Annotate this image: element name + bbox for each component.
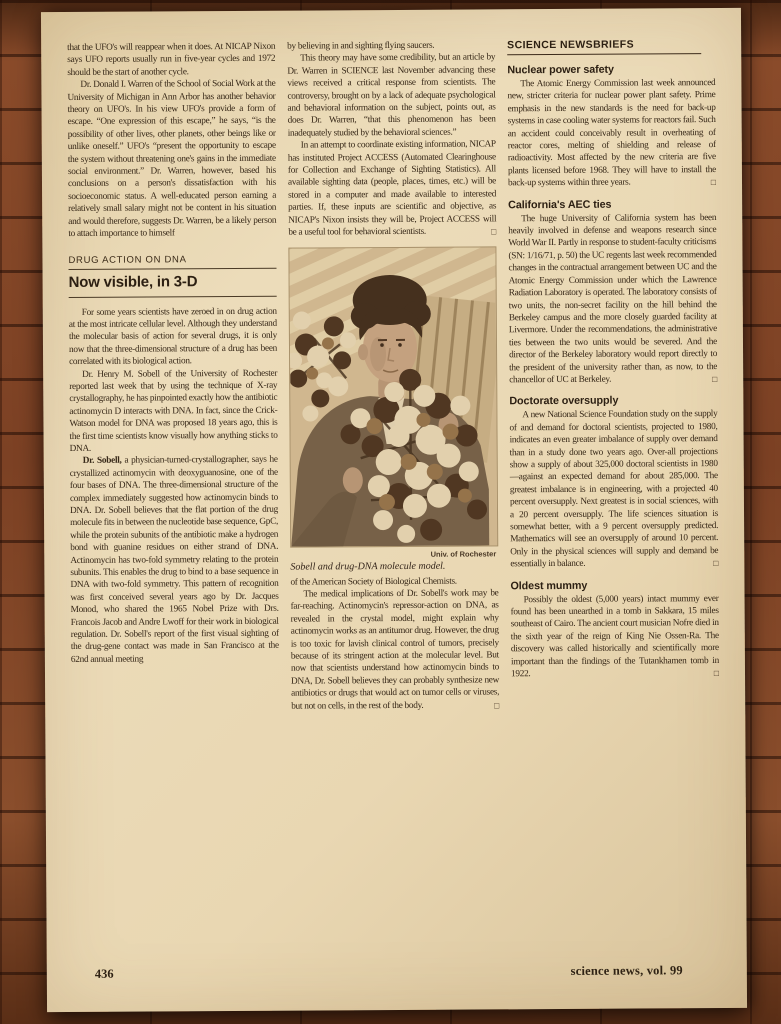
page-footer xyxy=(73,963,721,982)
sobell-photo-illustration xyxy=(289,247,497,546)
article-paragraph xyxy=(288,139,497,240)
end-of-article-mark: □ xyxy=(494,699,500,710)
article-headline: Now visible, in 3-D xyxy=(68,272,198,291)
photo-credit: Univ. of Rochester xyxy=(430,548,497,559)
brief-body xyxy=(509,408,718,571)
brief-title-oldest-mummy: Oldest mummy xyxy=(510,579,588,592)
headline-rule-box xyxy=(69,267,277,297)
brief-body xyxy=(508,212,717,387)
article-continuation: of the American Society of Biological Chemists. xyxy=(290,576,457,588)
article-paragraph: Dr. Henry M. Sobell of the University of Rochester reported last week that by using the technique of X-ray crystallography, he has pinpointed exactly how the antibiotic actinomycin D interacts with DNA. In fact, since the Crick-Watson model for DNA was proposed 18 years ago, this is the first time scientists know visually how anything sticks to DNA. xyxy=(69,368,278,454)
paragraph-text: The huge University of California system has been heavily involved in defense and weapons research since World War II. Partly in response to student-faculty criticisms (SN: 1/16/71, p. 50) the UC regents last week recommended changes in the contractual arrangement between UC and the Atomic Energy Commission under which the Lawrence Radiation Laboratory is operated. The laboratory consists of two units, the non-secret facility on the hill behind the Berkeley campus and the more closely guarded facility at Livermore. Under the recommendations, the administrative ties between the two units would be severed. And the director of the Berkeley laboratory would report directly to the president of the university rather than, as now, to the chancellor of UC at Berkeley. xyxy=(508,212,718,386)
end-of-article-mark: □ xyxy=(491,226,497,237)
paragraph-text: a physician-turned-crystallographer, says he crystallized actinomycin with deoxyguanosine, one of the four bases of DNA. The three-dimensional structure of the complex immediately suggested how actinomycin binds to DNA. Dr. Sobell believes that the flat portion of the drug molecule fits in between the nucleotide base sequence, GpC, while the protein subunits of the antibiotic make a hydrogen bond with guanine residues on either strand of DNA. Actinomycin has two-fold symmetry relating to the protein subunits. This enables the drug to bind to a base sequence in DNA with two-fold symmetry. This pattern of recognition was first conceived several years ago by Dr. Jacques Monod, who shared the 1965 Nobel Prize with Drs. Francois Jacob and Andre Lwoff for their work in biological regulation. Dr. Sobell's report of the first visual sighting of the drug-gene contact was made in San Francisco at the 62nd annual meeting xyxy=(69,455,279,665)
sobell-photo xyxy=(288,246,498,547)
journal-title: science news, vol. 99 xyxy=(570,963,683,978)
ufo-article-paragraph: Dr. Donald I. Warren of the School of Social Work at the University of Michigan in Ann Arbor has another behavior theory on UFO's. In his view UFO's provide a form of escape. “One expression of this escape,” he says, “is the possibility of other lives, other planets, other beings like or unlike oneself.” UFO's “present the opportunity to escape the system without threatening one's gains in the immediate social environment.” Dr. Warren, however, based his conclusions on a person's dissatisfaction with his socioeconomic status. A well-educated person earning a relatively small salary might not be content in his situation and would therefore, suggests Dr. Warren, be a likely person to attach importance to himself xyxy=(67,78,277,240)
paragraph-text: A new National Science Foundation study on the supply of and demand for doctoral scientists, projected to 1980, indicates an even greater imbalance of supply over demand than in a study done two years ago. Over-all projections show a supply of about 325,000 doctoral scientists in 1980—against an expected demand for about 285,000. The greatest imbalance is in engineering, with a projected 40 percent oversupply. Next greatest is in social sciences, with a 20 percent oversupply. The life sciences situation is somewhat better, with a 9 percent oversupply predicted. Mathematics will see an oversupply of around 10 percent. Only in the physical sciences will supply and demand be essentially in balance. xyxy=(509,409,719,570)
paragraph-text: Possibly the oldest (5,000 years) intact mummy ever found has been unearthed in a tomb in Sakkara, 15 miles southeast of Cairo. The ancient court musician Nofre died in the sixth year of the reign of King Nie Ossen-Ra. The discovery was called historically and scientifically more important than the findings of the Tutankhamen tomb in 1922. xyxy=(510,593,719,680)
bold-lead-in: Dr. Sobell, xyxy=(82,456,122,467)
end-of-article-mark: □ xyxy=(713,558,719,569)
brief-body xyxy=(507,77,716,190)
section-kicker: DRUG ACTION ON DNA xyxy=(68,253,187,266)
magazine-page xyxy=(41,8,747,1012)
end-of-article-mark: □ xyxy=(710,177,717,188)
article-paragraph: For some years scientists have zeroed in on drug action at the most intricate cellular level. Although they understand the molecular basis of action for several drugs, it is only now that the three-dimensional structure of a drug has been correlated with its biological action. xyxy=(68,306,278,368)
page-number: 436 xyxy=(94,966,114,981)
paragraph-text: The Atomic Energy Commission last week announced new, stricter criteria for nuclear power plant safety. Prime emphasis in the new standards is the need for back-up systems in case cooling water systems for reactors fail. Such an accident could conceivably result in overheating of reactor cores, melting of shielding and release of radioactivity. Most affected by the new criteria are five plants licensed before 1968. They will have to install the back-up systems within three years. xyxy=(507,78,716,189)
end-of-article-mark: □ xyxy=(712,373,718,384)
article-paragraph: This theory may have some credibility, but an article by Dr. Warren in SCIENCE last November advancing these views received a critical response from scientists. The controversy, brought on by a lack of adequate psychological and behavioral information on the subject, points out, as does Dr. Warren, “that this phenomenon has been inadequately studied by the behavioral sciences.” xyxy=(287,52,496,139)
paragraph-text: The medical implications of Dr. Sobell's work may be far-reaching. Actinomycin's repressor-action on DNA, as revealed in the crystal model, might explain why actinomycin works as an antitumor drug. However, the drug is too toxic for lavish clinical control of tumors, precisely because of its stringent action at the molecular level. But now that scientists understand how actinomycin binds to DNA, Dr. Sobell believes they can probably synthesize new antibiotics or drugs that would act on tumor cells or viruses, but not on cells, in the rest of the body. xyxy=(290,588,500,712)
column-left xyxy=(67,41,281,956)
ufo-article-continuation: by believing in and sighting flying saucers. xyxy=(287,40,435,52)
newsbriefs-header: SCIENCE NEWSBRIEFS xyxy=(507,38,701,55)
end-of-article-mark: □ xyxy=(713,668,720,679)
article-paragraph xyxy=(70,454,279,666)
ufo-article-continuation: that the UFO's will reappear when it does. At NICAP Nixon says UFO reports usually run in five-year cycles and 1972 should be the start of another cycle. xyxy=(67,41,276,78)
brief-title-doctorate-oversupply: Doctorate oversupply xyxy=(509,394,619,408)
page-columns xyxy=(41,8,747,956)
brief-title-californias-aec-ties: California's AEC ties xyxy=(508,198,612,211)
paragraph-text: In an attempt to coordinate existing information, NICAP has instituted Project ACCESS (Automated Clearinghouse for Collection and Exchange of Sighting Statistics). All available sighting data (people, places, times, etc.) will be stored in a computer and made available to interested parties. If, these inputs are scientific and objective, as NICAP's Nixon insists they will be, Project ACCESS will be a useful tool for behavioral scientists. xyxy=(287,139,497,238)
photo-figure xyxy=(288,246,498,572)
article-paragraph xyxy=(290,587,499,712)
column-newsbriefs xyxy=(507,38,721,953)
column-middle xyxy=(287,39,501,954)
photo-caption: Sobell and drug-DNA molecule model. xyxy=(290,560,446,573)
brief-body xyxy=(511,593,720,681)
brief-title-nuclear-power-safety: Nuclear power safety xyxy=(507,63,614,77)
